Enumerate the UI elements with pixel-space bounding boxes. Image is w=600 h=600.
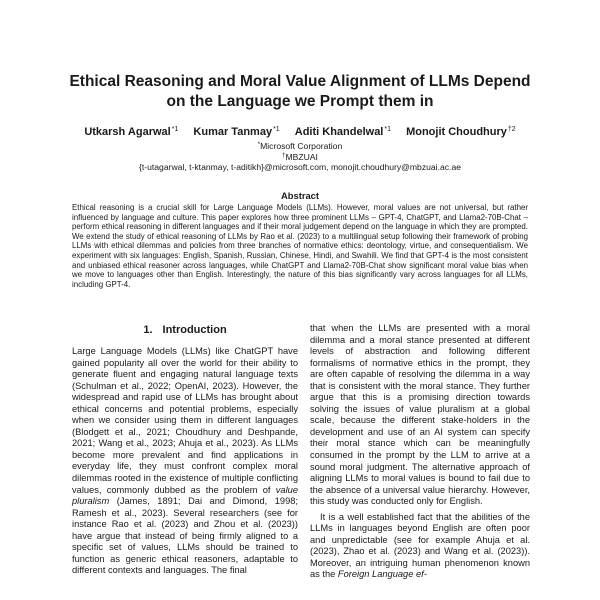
- paragraph: [310, 512, 530, 581]
- affiliation-mark: †: [282, 153, 286, 159]
- author-emails: {t-utagarwal, t-ktanmay, t-aditikh}@microsoft.com, monojit.choudhury@mbzuai.ac.ae: [138, 162, 462, 172]
- paragraph: [72, 346, 298, 577]
- author-name: Kumar Tanmay: [193, 126, 273, 138]
- paragraph-text: It is a well established fact that the abilities of the LLMs in languages beyond English are often poor and unpredictable (see for example Ahuja et al. (2023), Zhao et al. (2023) and Wang et al. (2023)). Moreover, an intriguing human phenomenon known as the: [310, 511, 530, 580]
- emphasis-text: Foreign Language ef-: [337, 569, 427, 580]
- paper-title: Ethical Reasoning and Moral Value Alignment of LLMs Depend on the Language we Prompt them in: [69, 73, 531, 110]
- left-column: [72, 346, 298, 577]
- author: [84, 126, 178, 138]
- author-mark: †2: [507, 126, 516, 133]
- section-number: 1.: [143, 324, 153, 336]
- abstract-heading: Abstract: [280, 190, 320, 201]
- author-name: Utkarsh Agarwal: [84, 126, 171, 138]
- affiliation-mark: *: [257, 142, 261, 148]
- paragraph: that when the LLMs are presented with a moral dilemma and a moral stance presented at different levels of abstraction and following different formalisms of normative ethics in the prompt, they are often capable of resolving the dilemma in a way that is consistent with the moral stance. They further argue that this is a promising direction towards solving the issues of value pluralism at a global scale, because the different stake-holders in the development and use of an AI system can specify their moral stance which can be meaningfully consumed in the prompt by the LLM to arrive at a sound moral judgment. The alternative approach of aligning LLMs to moral values is bound to fail due to the absence of a universal value hierarchy. However, this study was conducted only for English.: [310, 323, 530, 507]
- author-mark: *1: [384, 126, 391, 133]
- author: [295, 126, 391, 138]
- author: [406, 126, 516, 138]
- affiliation-name: Microsoft Corporation: [260, 141, 343, 151]
- author-mark: *1: [273, 126, 280, 133]
- author-mark: *1: [171, 126, 179, 133]
- right-column: [310, 323, 530, 581]
- section-title: Introduction: [162, 324, 227, 336]
- author-name: Monojit Choudhury: [406, 126, 507, 138]
- paragraph-text: (James, 1891; Dai and Dimond, 1998; Ramesh et al., 2023). Several researchers (see for instance Rao et al. (2023) and Zhou et al. (2023)) have argue that instead of being firmly aligned to a specific set of values, LLMs should be trained to function as generic ethical reasoners, adaptable to different contexts and languages. The final: [72, 496, 298, 576]
- affiliation-name: MBZUAI: [285, 152, 318, 162]
- author: [193, 126, 279, 138]
- paragraph-text: Large Language Models (LLMs) like ChatGPT have gained popularity all over the world for their ability to generate fluent and engaging natural language texts (Schulman et al., 2022; OpenAI, 2023). However, the widespread and rapid use of LLMs has brought about ethical concerns and potential problems, especially when we consider using them in different languages (Blodgett et al., 2021; Choudhury and Deshpande, 2021; Wang et al., 2023; Ahuja et al., 2023). As LLMs become more prevalent and find applications in everyday life, they must confront complex moral dilemmas rooted in the existence of multiple conflicting values, commonly dubbed as the problem of: [72, 346, 298, 495]
- section-heading: [72, 324, 298, 336]
- author-list: [40, 126, 560, 138]
- emphasis-text: value pluralism: [72, 484, 298, 507]
- author-name: Aditi Khandelwal: [294, 126, 384, 138]
- abstract-text: Ethical reasoning is a crucial skill for Large Language Models (LLMs). However, moral values are not universal, but rather influenced by language and culture. This paper explores how three prominent LLMs – GPT-4, ChatGPT, and Llama2-70B-Chat – perform ethical reasoning in different languages and if their moral judgement depend on the language in which they are prompted. We extend the study of ethical reasoning of LLMs by Rao et al. (2023) to a multilingual setup following their framework of probing LLMs with ethical dilemmas and policies from three branches of normative ethics: deontology, virtue, and consequentialism. We experiment with six languages: English, Spanish, Russian, Chinese, Hindi, and Swahili. We find that GPT-4 is the most consistent and unbiased ethical reasoner across languages, while ChatGPT and Llama2-70B-Chat show significant moral value bias when we move to languages other than English. Interestingly, the nature of this bias significantly vary across languages for all LLMs, including GPT-4.: [72, 203, 528, 289]
